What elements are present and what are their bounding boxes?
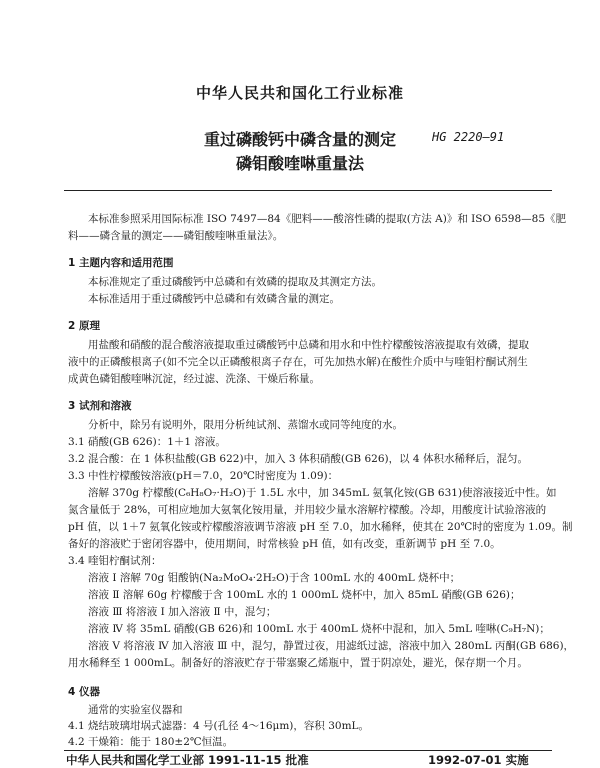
header-divider bbox=[64, 190, 552, 191]
solution-5-line-1: 溶液 Ⅴ 将溶液 Ⅳ 加入溶液 Ⅲ 中，混匀，静置过夜，用滤纸过滤，溶液中加入 280mL 丙酮(GB 686)， bbox=[88, 640, 575, 652]
document-title: 重过磷酸钙中磷含量的测定 bbox=[203, 130, 396, 149]
implementation-date: 1992-07-01 实施 bbox=[428, 753, 529, 767]
section-2-line-3: 成黄色磷钼酸喹啉沉淀，经过滤、洗涤、干燥后称量。 bbox=[68, 373, 320, 385]
item-3-3-line-3: pH 值，以 1＋7 氨氧化铵或柠檬酸溶液调节溶液 pH 至 7.0，加水稀释，使其在 20℃时的密度为 1.09。制 bbox=[68, 521, 573, 533]
item-4-1: 4.1 烧结玻璃坩埚式滤器：4 号(孔径 4～16μm)，容积 30mL。 bbox=[68, 720, 370, 732]
intro-line-1: 本标准参照采用国际标准 ISO 7497—84《肥料——酸溶性磷的提取(方法 A)》和 ISO 6598—85《肥 bbox=[88, 213, 567, 225]
section-2-heading: 2 原理 bbox=[68, 320, 100, 332]
solution-5-line-2: 用水稀释至 1 000mL。制备好的溶液贮存于带塞聚乙烯瓶中，置于阴凉处，避光，保存期一个月。 bbox=[68, 657, 528, 669]
section-4-heading: 4 仪器 bbox=[68, 686, 100, 698]
solution-2: 溶液 Ⅱ 溶解 60g 柠檬酸于含 100mL 水的 1 000mL 烧杯中，加入 85mL 硝酸(GB 626)； bbox=[88, 589, 521, 601]
section-2-line-2: 液中的正磷酸根离子(如不完全以正磷酸根离子存在，可先加热水解)在酸性介质中与喹钼柠酮试剂生 bbox=[68, 356, 528, 368]
section-1-para-2: 本标准适用于重过磷酸钙中总磷和有效磷含量的测定。 bbox=[88, 293, 340, 305]
solution-1: 溶液 Ⅰ 溶解 70g 钼酸钠(Na₂MoO₄·2H₂O)于含 100mL 水的 400mL 烧杯中； bbox=[88, 572, 461, 584]
item-3-2: 3.2 混合酸：在 1 体积盐酸(GB 622)中，加入 3 体积硝酸(GB 626)，以 4 体积水稀释后，混匀。 bbox=[68, 453, 528, 465]
standard-title: 中华人民共和国化工行业标准 bbox=[195, 84, 404, 102]
document-subtitle: 磷钼酸喹啉重量法 bbox=[235, 154, 364, 173]
solution-4: 溶液 Ⅳ 将 35mL 硝酸(GB 626)和 100mL 水于 400mL 烧杯中混和，加入 5mL 喹啉(C₉H₇N)； bbox=[88, 623, 550, 635]
intro-line-2: 料——磷含量的测定——磷钼酸喹啉重量法》。 bbox=[68, 230, 284, 242]
standard-code: HG 2220—91 bbox=[432, 130, 505, 144]
item-3-1: 3.1 硝酸(GB 626)：1＋1 溶液。 bbox=[68, 436, 226, 448]
item-3-3-line-4: 备好的溶液贮于密闭容器中，使用期间，时常核验 pH 值，如有改变，重新调节 pH 至 7.0。 bbox=[68, 538, 501, 550]
approval-date: 中华人民共和国化学工业部 1991-11-15 批准 bbox=[66, 753, 309, 767]
item-3-3-line-1: 溶解 370g 柠檬酸(C₆H₈O₇·H₂O)于 1.5L 水中，加 345mL 氨氧化铵(GB 631)使溶液接近中性。如 bbox=[88, 487, 557, 499]
section-2-line-1: 用盐酸和硝酸的混合酸溶液提取重过磷酸钙中总磷和用水和中性柠檬酸铵溶液提取有效磷，提取 bbox=[88, 339, 529, 351]
section-1-heading: 1 主题内容和适用范围 bbox=[68, 257, 174, 269]
section-3-intro: 分析中，除另有说明外，限用分析纯试剂、蒸馏水或同等纯度的水。 bbox=[88, 419, 403, 431]
item-3-4: 3.4 喹钼柠酮试剂： bbox=[68, 555, 162, 567]
item-4-2: 4.2 干燥箱：能于 180±2℃恒温。 bbox=[68, 736, 234, 748]
section-1-para-1: 本标准规定了重过磷酸钙中总磷和有效磷的提取及其测定方法。 bbox=[88, 276, 382, 288]
item-3-3-line-2: 氮含量低于 28%，可相应地加大氨氧化铵用量，并用较少量水溶解柠檬酸。冷却，用酸度计试验溶液的 bbox=[68, 504, 547, 516]
section-3-heading: 3 试剂和溶液 bbox=[68, 400, 132, 412]
footer-divider bbox=[64, 750, 552, 751]
solution-3: 溶液 Ⅲ 将溶液 Ⅰ 加入溶液 Ⅱ 中，混匀； bbox=[88, 606, 277, 618]
section-4-intro: 通常的实验室仪器和 bbox=[88, 704, 183, 716]
item-3-3: 3.3 中性柠檬酸铵溶液(pH＝7.0，20℃时密度为 1.09)： bbox=[68, 470, 339, 482]
